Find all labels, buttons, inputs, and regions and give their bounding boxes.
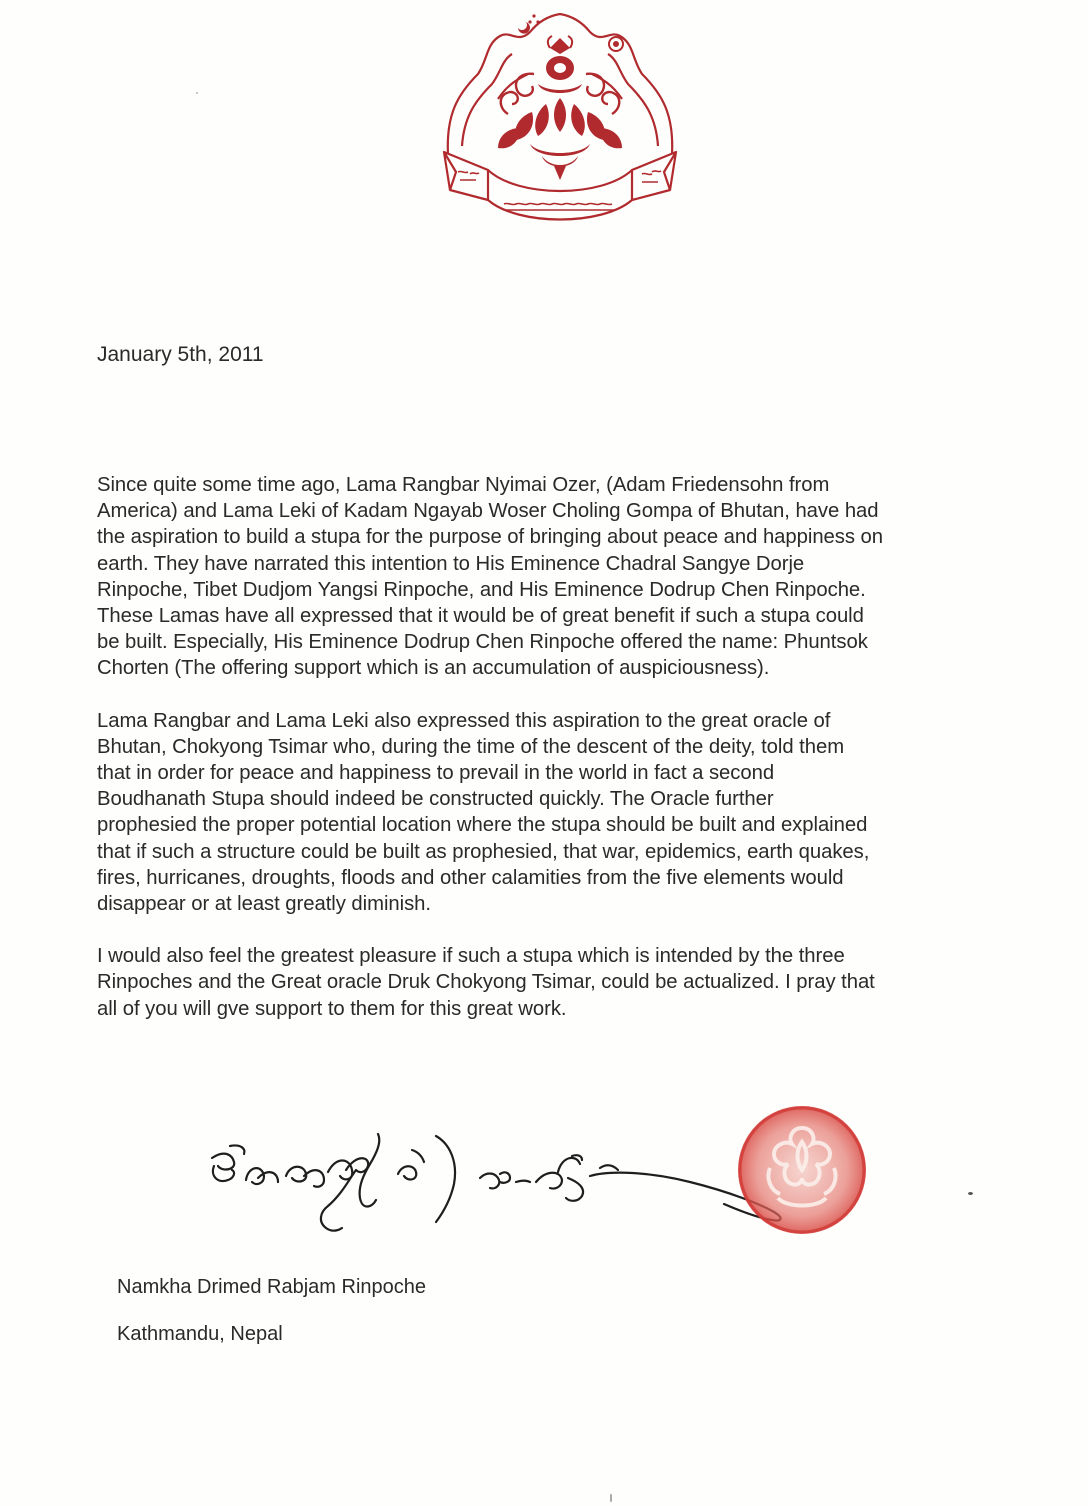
paper-speck	[610, 1494, 612, 1502]
handwritten-signature-icon	[200, 1128, 800, 1278]
body-paragraph: I would also feel the greatest pleasure if such a stupa which is intended by the three Rinpoches and the Great oracle Druk Chokyong Tsimar, could be actualized. I pray that all of you will gve support to them for this great work.	[97, 945, 875, 1020]
body-paragraph: Lama Rangbar and Lama Leki also expressed this aspiration to the great oracle of Bhutan, Chokyong Tsimar who, during the time of the descent of the deity, told them that in order for peace and happiness to prevail in the world in fact a second Boudhanath Stupa should indeed be constructed quickly. The Oracle further prophesied the proper potential location where the stupa should be built and explained that if such a structure could be built as prophesied, that war, epidemics, earth quakes, fires, hurricanes, droughts, floods and other calamities from the five elements would disappear or at least greatly diminish.	[97, 709, 870, 916]
letter-body	[97, 472, 982, 1048]
red-seal-stamp-icon	[734, 1102, 870, 1238]
letterhead-emblem-icon	[438, 4, 682, 228]
letter-date: January 5th, 2011	[97, 343, 264, 366]
body-paragraph: Since quite some time ago, Lama Rangbar Nyimai Ozer, (Adam Friedensohn from America) and Lama Leki of Kadam Ngayab Woser Choling Gompa of Bhutan, have had the aspiration to build a stupa for the purpose of bringing about peace and happiness on earth. They have narrated this intention to His Eminence Chadral Sangye Dorje Rinpoche, Tibet Dudjom Yangsi Rinpoche, and His Eminence Dodrup Chen Rinpoche. These Lamas have all expressed that it would be of great benefit if such a stupa could be built. Especially, His Eminence Dodrup Chen Rinpoche offered the name: Phuntsok Chorten (The offering support which is an accumulation of auspiciousness).	[97, 474, 884, 680]
signer-name: Namkha Drimed Rabjam Rinpoche	[117, 1276, 427, 1298]
paper-speck	[968, 1192, 973, 1195]
paper-speck	[196, 92, 198, 94]
signer-location: Kathmandu, Nepal	[117, 1323, 283, 1345]
